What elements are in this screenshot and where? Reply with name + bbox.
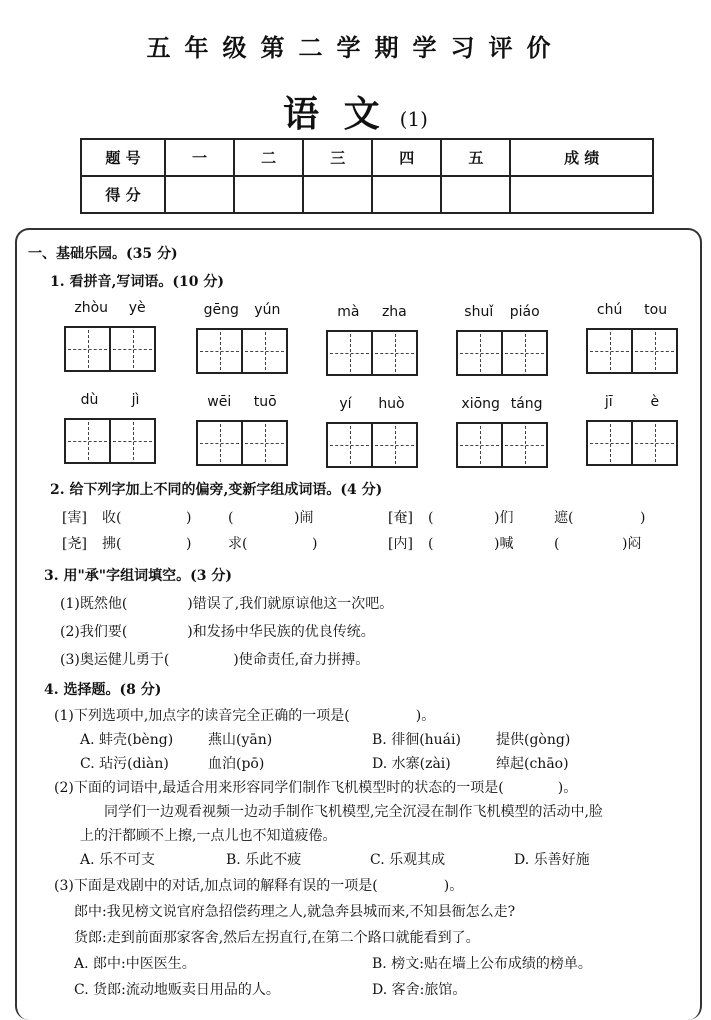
option-b-extra: 提供(gòng)	[496, 732, 571, 748]
writing-box[interactable]	[456, 330, 548, 376]
q2-blank[interactable]: (	[428, 536, 434, 552]
score-header-cell: 四	[372, 139, 441, 176]
q2-blank-end: )闷	[622, 536, 642, 552]
q2-blank-end: )喊	[494, 536, 514, 552]
option-d[interactable]: D. 水寨(zài)	[372, 756, 451, 772]
option-d-extra: 绰起(chāo)	[496, 756, 569, 772]
subject-name: 语 文	[283, 93, 386, 135]
option-a[interactable]: A. 乐不可支	[80, 852, 156, 868]
q4-sub-3-stem: (3)下面是戏剧中的对话,加点词的解释有误的一项是( )。	[54, 878, 464, 894]
q2-blank[interactable]: 遮(	[554, 510, 574, 526]
score-header-cell: 二	[234, 139, 303, 176]
pinyin-label: mà zha	[337, 304, 407, 320]
question-1-title: 1. 看拼音,写词语。(10 分)	[50, 274, 224, 290]
passage-line: 同学们一边观看视频一边动手制作飞机模型,完全沉浸在制作飞机模型的活动中,脸	[104, 804, 603, 820]
score-input-cell[interactable]	[510, 176, 653, 213]
pinyin-label: wēi tuō	[207, 394, 277, 410]
score-input-cell[interactable]	[441, 176, 510, 213]
option-d[interactable]: D. 乐善好施	[514, 852, 590, 868]
option-c[interactable]: C. 玷污(diàn)	[80, 756, 169, 772]
section-heading: 一、基础乐园。(35 分)	[28, 246, 178, 262]
q2-blank[interactable]: 求(	[228, 536, 248, 552]
question-3-title: 3. 用"承"字组词填空。(3 分)	[44, 568, 232, 584]
q2-key-char: [奄]	[388, 510, 413, 526]
writing-box[interactable]	[196, 328, 288, 374]
option-a-extra: 燕山(yān)	[208, 732, 273, 748]
option-b[interactable]: B. 徘徊(huái)	[372, 732, 461, 748]
score-input-cell[interactable]	[234, 176, 303, 213]
pinyin-label: gēng yún	[203, 302, 281, 318]
q4-sub-2-stem: (2)下面的词语中,最适合用来形容同学们制作飞机模型时的状态的一项是( )。	[54, 780, 578, 796]
q3-item-1: (1)既然他( )错误了,我们就原谅他这一次吧。	[60, 596, 394, 612]
score-header-cell: 题 号	[81, 139, 165, 176]
option-c[interactable]: C. 货郎:流动地贩卖日用品的人。	[74, 982, 280, 998]
writing-box[interactable]	[64, 326, 156, 372]
q3-item-2: (2)我们要( )和发扬中华民族的优良传统。	[60, 624, 375, 640]
option-c[interactable]: C. 乐观其成	[370, 852, 446, 868]
writing-box[interactable]	[586, 420, 678, 466]
q2-blank[interactable]: 收(	[102, 510, 122, 526]
writing-box[interactable]	[64, 418, 156, 464]
q2-blank[interactable]: (	[428, 510, 434, 526]
q2-blank-end: )	[312, 536, 318, 552]
option-b[interactable]: B. 榜文:贴在墙上公布成绩的榜单。	[372, 956, 592, 972]
q2-blank-end: )们	[494, 510, 514, 526]
pinyin-label: dù jì	[80, 392, 140, 408]
writing-box[interactable]	[456, 422, 548, 468]
pinyin-label: yí huò	[339, 396, 405, 412]
q2-blank-end: )	[640, 510, 646, 526]
q4-sub-1-stem: (1)下列选项中,加点字的读音完全正确的一项是( )。	[54, 708, 436, 724]
subject-title	[0, 86, 711, 137]
writing-box[interactable]	[196, 420, 288, 466]
pinyin-label: chú tou	[596, 302, 668, 318]
writing-box[interactable]	[326, 422, 418, 468]
q2-blank[interactable]: (	[554, 536, 560, 552]
pinyin-label: jī è	[604, 394, 660, 410]
score-header-cell: 五	[441, 139, 510, 176]
pinyin-label: shuǐ piáo	[464, 304, 540, 320]
q2-blank[interactable]: 拂(	[102, 536, 122, 552]
dialogue-line: 郎中:我见榜文说官府急招偿药理之人,就急奔县城而来,不知县衙怎么走?	[74, 904, 516, 920]
question-4-title: 4. 选择题。(8 分)	[44, 682, 162, 698]
score-table	[80, 138, 654, 214]
score-header-cell: 一	[165, 139, 234, 176]
option-c-extra: 血泊(pō)	[208, 756, 265, 772]
page-title: 五年级第二学期学习评价	[146, 33, 565, 62]
q2-blank-end: )闹	[294, 510, 314, 526]
question-2-title: 2. 给下列字加上不同的偏旁,变新字组成词语。(4 分)	[50, 482, 383, 498]
dialogue-line: 货郎:走到前面那家客舍,然后左拐直行,在第二个路口就能看到了。	[74, 930, 480, 946]
option-a[interactable]: A. 蚌壳(bèng)	[80, 732, 174, 748]
score-input-cell[interactable]	[165, 176, 234, 213]
pinyin-label: zhòu yè	[74, 300, 146, 316]
option-a[interactable]: A. 郎中:中医医生。	[74, 956, 196, 972]
option-b[interactable]: B. 乐此不疲	[226, 852, 302, 868]
score-header-cell: 三	[303, 139, 372, 176]
q3-item-3: (3)奥运健儿勇于( )使命责任,奋力拼搏。	[60, 652, 370, 668]
volume-number: (1)	[399, 107, 428, 131]
q2-blank-end: )	[186, 510, 192, 526]
writing-box[interactable]	[586, 328, 678, 374]
q2-blank-end: )	[186, 536, 192, 552]
option-d[interactable]: D. 客舍:旅馆。	[372, 982, 467, 998]
writing-box[interactable]	[326, 330, 418, 376]
q2-key-char: [尧]	[62, 536, 87, 552]
score-input-cell[interactable]	[303, 176, 372, 213]
q2-key-char: [内]	[388, 536, 413, 552]
pinyin-label: xiōng táng	[461, 396, 543, 412]
q2-key-char: [害]	[62, 510, 87, 526]
score-input-cell[interactable]	[372, 176, 441, 213]
q2-blank[interactable]: (	[228, 510, 234, 526]
score-header-cell: 成 绩	[510, 139, 653, 176]
passage-line: 上的汗都顾不上擦,一点儿也不知道疲倦。	[80, 828, 337, 844]
score-row-label: 得 分	[81, 176, 165, 213]
